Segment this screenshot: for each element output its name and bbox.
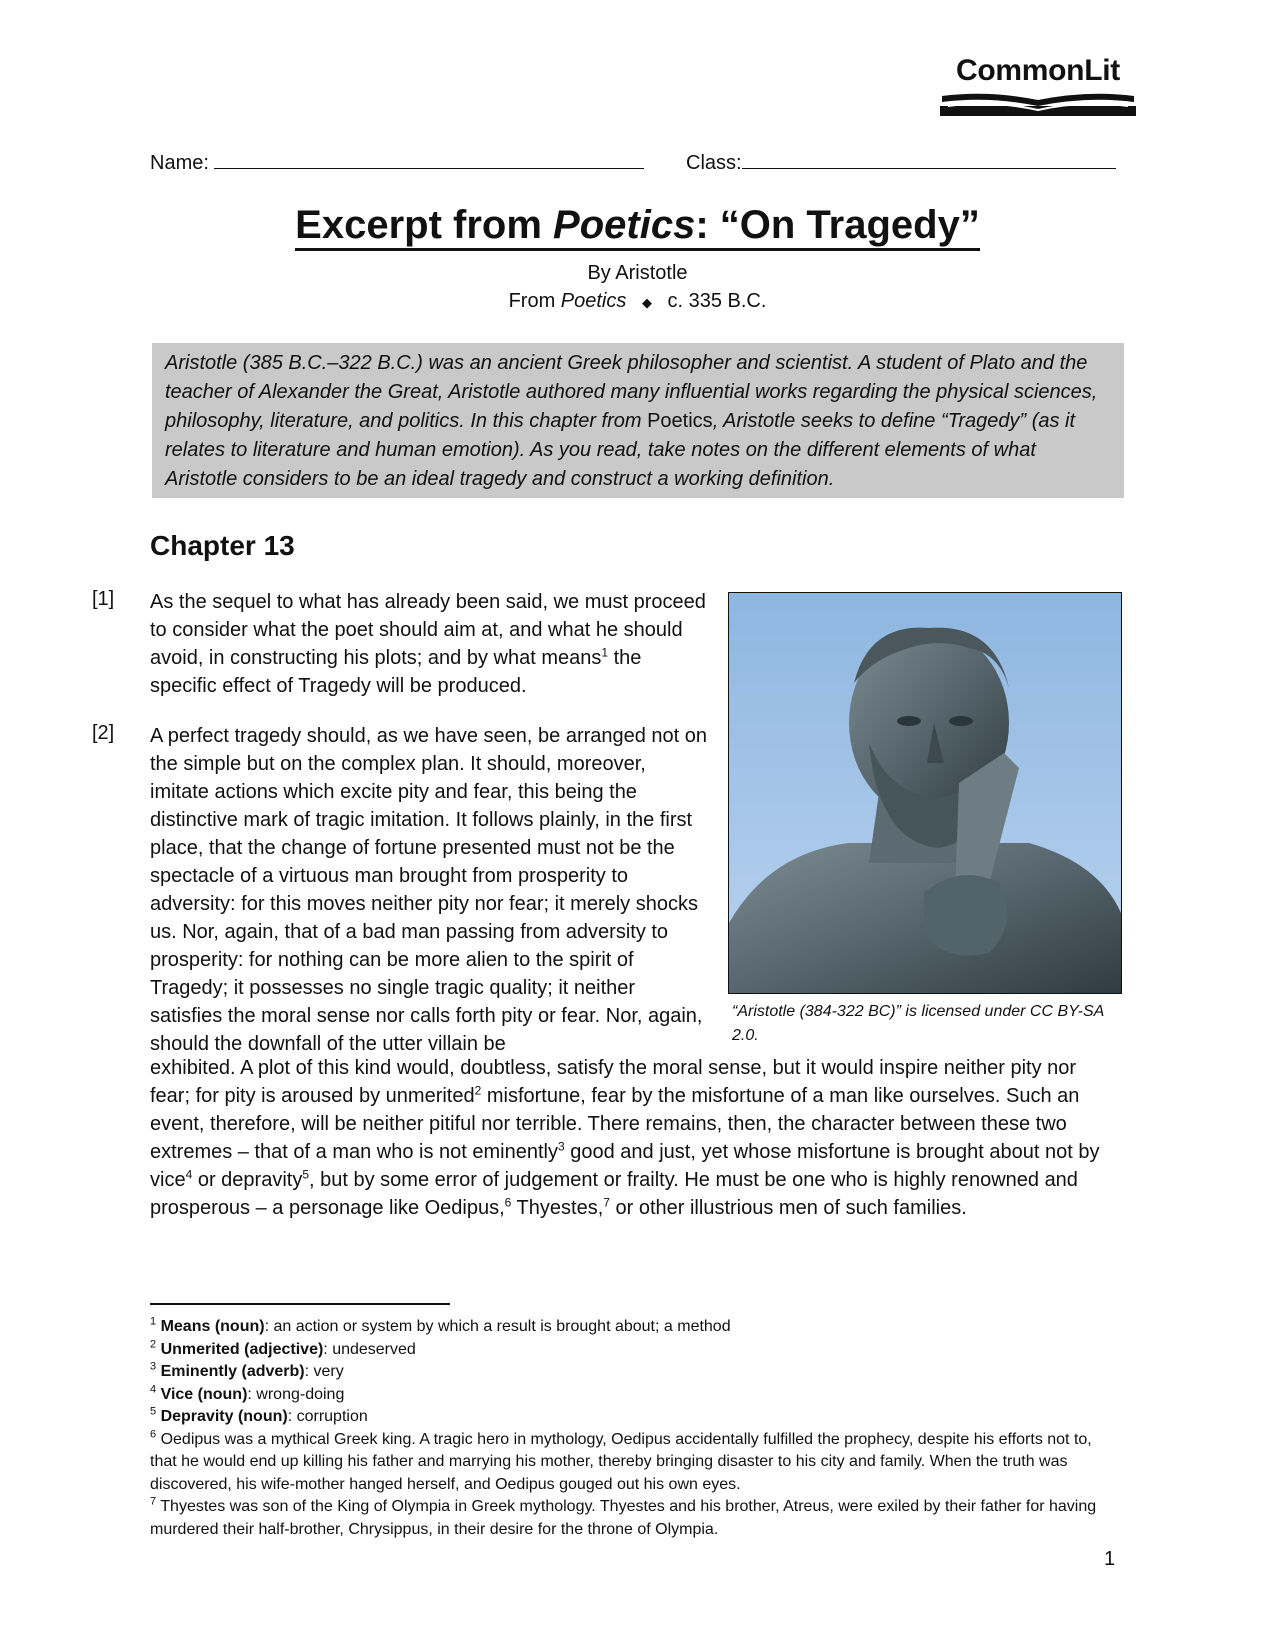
footnotes — [150, 1316, 1115, 1541]
paragraph-text: the specific effect of Tragedy will be produced. — [150, 647, 642, 697]
paragraph-2-continued — [150, 1054, 1110, 1222]
commonlit-logo — [938, 54, 1138, 120]
class-blank[interactable] — [742, 150, 1116, 169]
footnote-definition: : an action or system by which a result is brought about; a method — [264, 1318, 731, 1335]
footnote — [150, 1406, 1115, 1429]
footnote-term: Depravity (noun) — [160, 1408, 288, 1425]
byline: By Aristotle — [587, 262, 688, 284]
footnote-definition: Oedipus was a mythical Greek king. A tragic hero in mythology, Oedipus accidentally fulfilled the prophecy, despite his efforts not to, that he would end up killing his father and marrying his mother, thereby bringing disaster to his city and family. When the truth was discovered, his wife-mother hanged herself, and Oedipus gouged out his own eyes. — [150, 1430, 1092, 1493]
name-blank[interactable] — [214, 150, 644, 169]
footnote-ref[interactable]: 6 — [504, 1195, 512, 1210]
page-number: 1 — [1104, 1548, 1116, 1570]
paragraph-1 — [150, 588, 710, 700]
source-date: c. 335 B.C. — [667, 290, 767, 312]
title-work: Poetics — [553, 203, 696, 247]
footnote-definition: : very — [304, 1363, 344, 1380]
footnote-ref[interactable]: 4 — [185, 1167, 193, 1182]
footnote-number: 3 — [150, 1360, 157, 1373]
footnote-term: Means (noun) — [160, 1318, 265, 1335]
footnote-number: 1 — [150, 1315, 157, 1328]
source-line — [0, 290, 1275, 313]
paragraph-text: , but by some error of judgement or frailty. He must be one who is highly renowned and prosperous – a personage like Oedipus, — [150, 1169, 1078, 1219]
chapter-heading: Chapter 13 — [150, 530, 295, 561]
diamond-icon: ◆ — [641, 295, 652, 310]
title-prefix: Excerpt from — [295, 203, 554, 247]
name-label: Name: — [150, 152, 209, 174]
paragraph-text: Thyestes, — [511, 1197, 604, 1219]
class-label: Class: — [686, 152, 742, 174]
footnote-ref[interactable]: 2 — [474, 1083, 482, 1098]
name-field[interactable] — [150, 150, 644, 175]
footnote-ref[interactable]: 1 — [601, 645, 609, 660]
footnote — [150, 1316, 1115, 1339]
footnote-definition: : corruption — [287, 1408, 368, 1425]
footnote — [150, 1339, 1115, 1362]
class-field[interactable] — [686, 150, 1116, 175]
paragraph-text: As the sequel to what has already been said, we must proceed to consider what the poet should aim at, and what he should avoid, in constructing his plots; and by what means — [150, 591, 706, 669]
aristotle-statue-image — [728, 592, 1122, 994]
footnote-definition: Thyestes was son of the King of Olympia in Greek mythology. Thyestes and his brother, Atreus, were exiled by their father for having murdered their half-brother, Chrysippus, in their desire for the throne of Olympia. — [150, 1498, 1097, 1538]
intro-text-2: , Aristotle seeks to define “Tragedy” (as it relates to literature and human emotion). As you read, take notes on the different elements of what Aristotle considers to be an ideal tragedy and construct a working definition. — [165, 410, 1076, 490]
footnote-definition: : undeserved — [323, 1340, 416, 1358]
footnote-term: Unmerited (adjective) — [160, 1340, 324, 1358]
source-from: From — [508, 290, 561, 312]
footnote-ref[interactable]: 5 — [302, 1167, 310, 1182]
footnote-divider — [150, 1303, 450, 1305]
book-icon — [938, 92, 1138, 118]
paragraph-text: or depravity — [192, 1169, 303, 1191]
intro-text-1: Aristotle (385 B.C.–322 B.C.) was an ancient Greek philosopher and scientist. A student of Plato and the teacher of Alexander the Great, Aristotle authored many influential works regarding the physical sciences, philosophy, literature, and politics. In this chapter from — [165, 352, 1098, 432]
paragraph-number: [1] — [92, 588, 115, 610]
paragraph-2 — [150, 722, 710, 1058]
paragraph-text: A perfect tragedy should, as we have seen, be arranged not on the simple but on the complex plan. It should, moreover, imitate actions which excite pity and fear, this being the distinctive mark of tragic imitation. It follows plainly, in the first place, that the change of fortune presented must not be the spectacle of a virtuous man brought from prosperity to adversity: for this moves neither pity nor fear; it merely shocks us. Nor, again, that of a bad man passing from adversity to prosperity: for nothing can be more alien to the spirit of Tragedy; it possesses no single tragic quality; it neither satisfies the moral sense nor calls forth pity or fear. Nor, again, should the downfall of the utter villain be — [150, 725, 708, 1055]
footnote — [150, 1361, 1115, 1384]
footnote-term: Eminently (adverb) — [160, 1363, 305, 1380]
footnote-number: 2 — [150, 1338, 157, 1351]
footnote-ref[interactable]: 7 — [603, 1195, 610, 1210]
intro-box — [152, 343, 1124, 498]
image-caption: “Aristotle (384-322 BC)” is licensed under CC BY-SA 2.0. — [732, 1003, 1104, 1044]
footnote — [150, 1384, 1115, 1407]
footnote-number: 5 — [150, 1405, 157, 1418]
footnote-number: 7 — [150, 1495, 157, 1508]
title-suffix: : “On Tragedy” — [695, 203, 980, 247]
source-work: Poetics — [560, 290, 627, 312]
footnote-number: 6 — [150, 1428, 157, 1441]
footnote-ref[interactable]: 3 — [557, 1139, 565, 1154]
paragraph-text: or other illustrious men of such families. — [609, 1197, 967, 1219]
document-title — [0, 203, 1275, 248]
footnote-number: 4 — [150, 1383, 157, 1396]
paragraph-number: [2] — [92, 722, 115, 744]
footnote — [150, 1429, 1115, 1497]
footnote — [150, 1496, 1115, 1541]
paragraph-text: exhibited. A plot of this kind would, doubtless, satisfy the moral sense, but it would inspire neither pity nor fear; for pity is aroused by unmerited — [150, 1057, 1077, 1107]
logo-text: CommonLit — [956, 54, 1120, 87]
footnote-term: Vice (noun) — [160, 1385, 248, 1403]
paragraph-text: good and just, yet whose misfortune is brought about not by vice — [150, 1141, 1100, 1191]
paragraph-text: misfortune, fear by the misfortune of a man like ourselves. Such an event, therefore, will be neither pitiful nor terrible. There remains, then, the character between these two extremes – that of a man who is not eminently — [150, 1085, 1080, 1163]
intro-work: Poetics — [647, 410, 713, 432]
footnote-definition: : wrong-doing — [247, 1385, 345, 1403]
